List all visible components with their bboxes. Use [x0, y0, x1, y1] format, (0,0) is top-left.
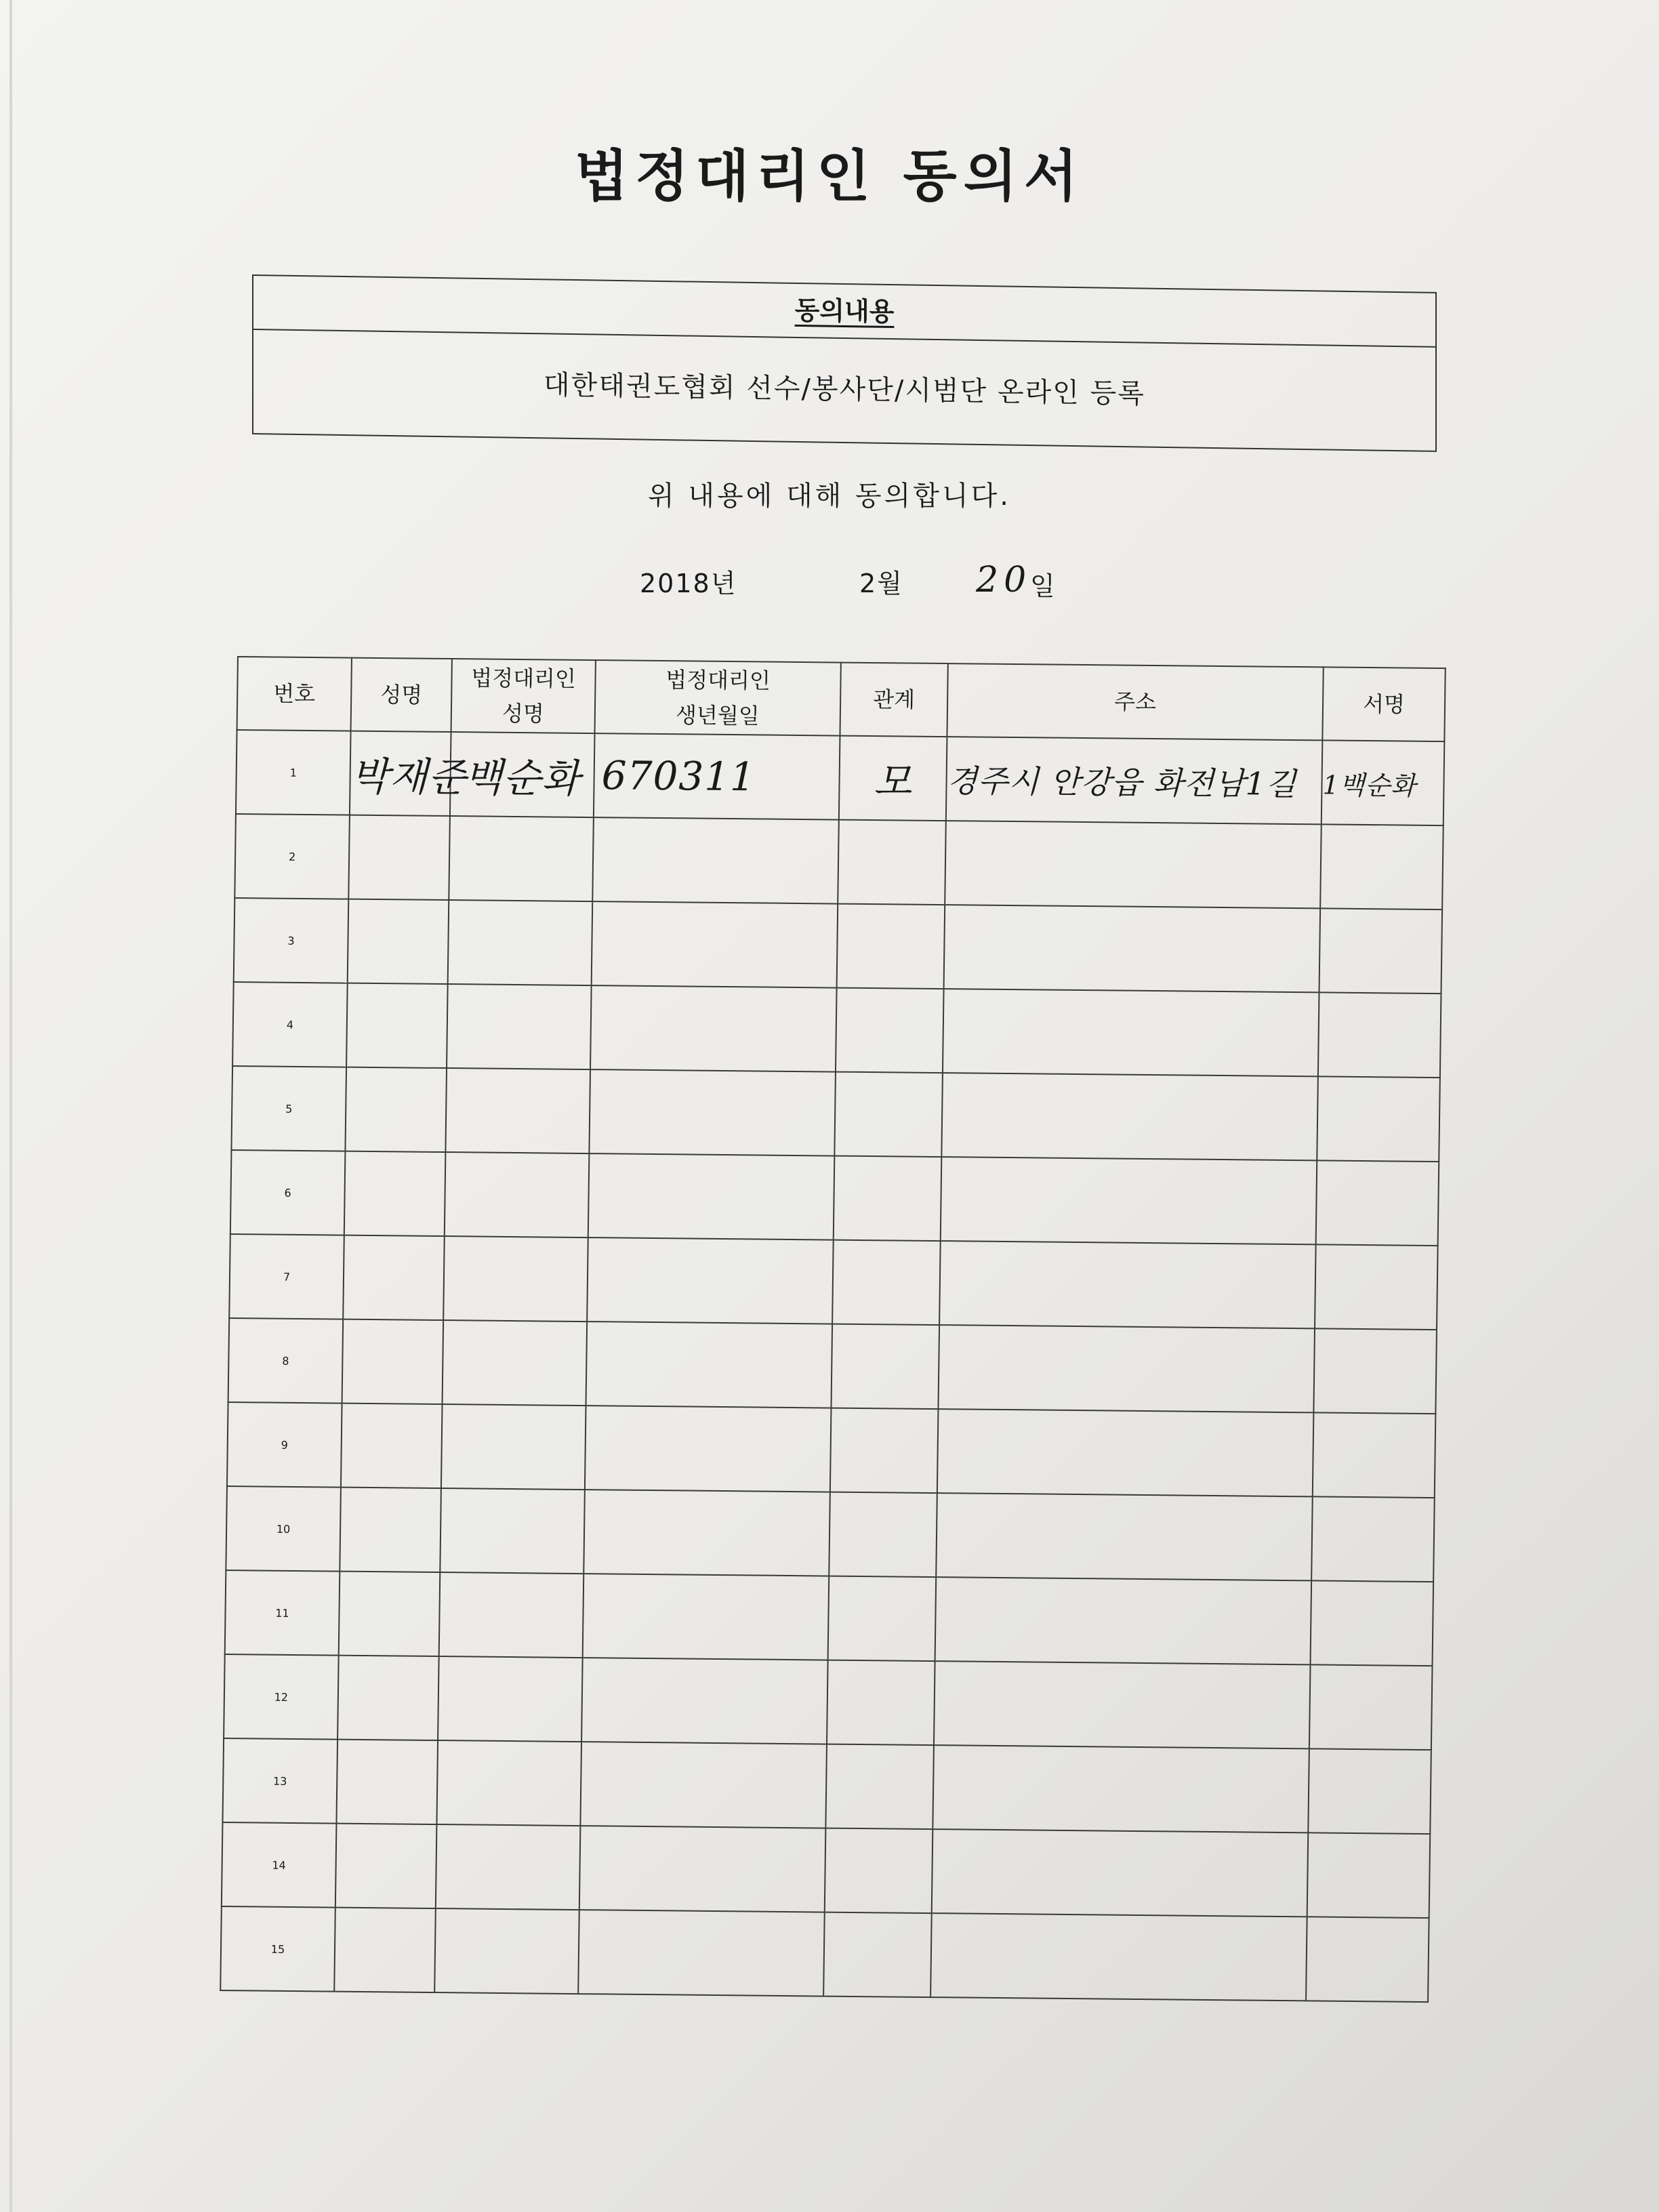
cell-name — [343, 1235, 445, 1320]
header-address: 주소 — [947, 663, 1323, 740]
table-row — [222, 1738, 1431, 1834]
consent-content: 대한태권도협회 선수/봉사단/시범단 온라인 등록 — [544, 369, 1145, 410]
cell-address — [936, 1493, 1313, 1580]
cell-relation — [832, 1240, 941, 1326]
cell-signature — [1306, 1917, 1429, 2002]
cell-number — [222, 1738, 337, 1824]
cell-address — [935, 1577, 1312, 1664]
cell-relation — [838, 820, 946, 905]
cell-guardian-birth — [583, 1574, 830, 1660]
header-guardian-birth: 법정대리인 생년월일 — [595, 660, 841, 735]
cell-name — [350, 731, 468, 816]
cell-guardian-birth — [592, 817, 839, 903]
cell-name — [346, 983, 448, 1068]
table-row — [232, 982, 1441, 1078]
cell-address — [937, 1409, 1314, 1496]
cell-guardian-birth — [581, 1658, 828, 1744]
cell-guardian-birth — [589, 1069, 836, 1155]
cell-relation — [825, 1828, 933, 1914]
cell-guardian-name-text: 백순화 — [464, 754, 581, 802]
table-row — [229, 1234, 1437, 1330]
date-day-handwritten: 20 — [976, 560, 1032, 600]
header-name: 성명 — [351, 658, 452, 732]
cell-number-text: 14 — [272, 1858, 286, 1872]
cell-guardian-birth — [578, 1910, 825, 1996]
header-number: 번호 — [237, 657, 352, 731]
cell-guardian-name — [445, 1068, 590, 1153]
cell-address — [932, 1829, 1309, 1917]
cell-relation — [839, 736, 947, 821]
cell-number-text: 11 — [275, 1606, 289, 1620]
cell-number-text: 8 — [282, 1354, 289, 1368]
table-row — [222, 1822, 1430, 1918]
cell-name — [337, 1656, 439, 1740]
cell-address — [941, 1157, 1317, 1244]
cell-name — [340, 1488, 441, 1572]
cell-name-text: 박재준 — [350, 753, 468, 801]
cell-number — [226, 1486, 341, 1572]
header-signature: 서명 — [1322, 667, 1445, 741]
cell-address — [930, 1913, 1307, 2001]
cell-name — [335, 1824, 437, 1908]
cell-relation — [834, 1156, 942, 1242]
cell-signature — [1307, 1832, 1431, 1918]
registration-table — [220, 656, 1446, 2003]
cell-address — [945, 821, 1322, 908]
cell-number-text: 3 — [287, 934, 295, 947]
cell-signature — [1315, 1244, 1438, 1330]
cell-name — [345, 1067, 447, 1152]
header-guardian-name: 법정대리인 성명 — [451, 659, 596, 733]
cell-signature — [1322, 740, 1445, 825]
cell-relation-text: 모 — [873, 758, 913, 805]
cell-signature — [1309, 1664, 1433, 1750]
cell-guardian-birth-text: 670311 — [601, 752, 756, 800]
cell-guardian-birth — [585, 1406, 832, 1492]
cell-guardian-name — [434, 1908, 579, 1994]
cell-number — [234, 898, 349, 983]
cell-number — [227, 1402, 342, 1488]
table-row — [236, 730, 1444, 825]
cell-guardian-name — [447, 984, 592, 1069]
cell-address — [943, 989, 1319, 1076]
cell-relation — [836, 988, 944, 1073]
cell-address — [946, 737, 1323, 824]
cell-guardian-name — [441, 1404, 586, 1490]
cell-address — [933, 1745, 1309, 1832]
cell-address — [938, 1325, 1315, 1412]
cell-guardian-birth — [586, 1322, 833, 1408]
date-year: 2018년 — [640, 569, 737, 598]
cell-name — [341, 1404, 443, 1488]
cell-relation — [825, 1744, 934, 1830]
table-row — [234, 814, 1443, 909]
cell-signature — [1313, 1328, 1437, 1414]
cell-guardian-birth — [580, 1742, 827, 1828]
cell-signature — [1320, 824, 1443, 909]
table-row — [230, 1150, 1439, 1246]
cell-signature-text: 1백순화 — [1322, 769, 1417, 801]
agreement-statement: 위 내용에 대해 동의합니다. — [648, 480, 1011, 512]
consent-header: 동의내용 — [253, 276, 1435, 348]
cell-guardian-name — [438, 1656, 583, 1742]
cell-name — [336, 1740, 438, 1824]
cell-signature — [1311, 1496, 1435, 1582]
date-month: 2월 — [859, 569, 903, 598]
cell-number-text: 9 — [281, 1438, 288, 1452]
table-row — [224, 1654, 1432, 1750]
date-day-unit: 일 — [1030, 571, 1057, 601]
cell-number — [228, 1318, 344, 1404]
cell-address — [939, 1241, 1316, 1328]
document-title: 법정대리인 동의서 — [574, 144, 1085, 209]
cell-guardian-birth — [594, 733, 840, 819]
cell-address — [944, 905, 1321, 992]
cell-number — [220, 1906, 335, 1992]
table-row — [234, 898, 1442, 994]
cell-relation — [829, 1492, 937, 1578]
cell-guardian-name — [449, 816, 594, 901]
cell-number-text: 10 — [276, 1522, 291, 1536]
cell-signature — [1308, 1748, 1431, 1834]
cell-guardian-birth — [579, 1826, 826, 1912]
cell-signature — [1318, 992, 1441, 1078]
paper-edge — [9, 0, 12, 2212]
cell-signature — [1317, 1076, 1440, 1162]
cell-number-text: 4 — [286, 1018, 294, 1031]
cell-guardian-name — [436, 1824, 581, 1910]
cell-number — [232, 982, 348, 1067]
header-relation: 관계 — [840, 663, 947, 737]
consent-box — [252, 274, 1437, 452]
table-row — [225, 1570, 1433, 1666]
cell-address — [941, 1073, 1318, 1160]
cell-signature — [1311, 1580, 1434, 1666]
cell-address — [934, 1661, 1311, 1748]
cell-guardian-birth — [590, 985, 837, 1071]
table-row — [220, 1906, 1429, 2002]
cell-relation — [834, 1072, 943, 1158]
cell-guardian-name — [439, 1572, 584, 1658]
cell-number — [234, 814, 350, 899]
cell-signature — [1319, 908, 1443, 994]
cell-number-text: 1 — [289, 766, 297, 779]
cell-relation — [837, 904, 945, 989]
table-row — [231, 1066, 1439, 1162]
cell-signature — [1316, 1160, 1439, 1246]
cell-name — [334, 1908, 436, 1992]
cell-guardian-name — [443, 1236, 588, 1322]
cell-guardian-name — [436, 1740, 581, 1826]
cell-guardian-name — [448, 900, 593, 985]
cell-relation — [823, 1912, 932, 1998]
cell-guardian-name — [445, 1152, 590, 1237]
cell-guardian-name — [443, 1320, 588, 1406]
cell-guardian-birth — [583, 1490, 830, 1576]
cell-signature — [1313, 1412, 1436, 1498]
cell-guardian-name — [440, 1488, 585, 1574]
cell-number — [229, 1234, 344, 1319]
cell-number — [225, 1570, 340, 1656]
table-row — [227, 1402, 1435, 1498]
cell-number-text: 7 — [283, 1270, 291, 1284]
cell-number — [222, 1822, 337, 1908]
table-row — [226, 1486, 1434, 1582]
cell-name — [348, 899, 449, 984]
table-header-row — [237, 657, 1446, 741]
cell-guardian-birth — [588, 1153, 835, 1240]
cell-number-text: 15 — [270, 1942, 285, 1956]
cell-guardian-birth — [587, 1237, 834, 1324]
cell-name — [344, 1151, 446, 1236]
table-row — [228, 1318, 1437, 1414]
cell-number — [236, 730, 351, 815]
cell-number — [231, 1066, 346, 1151]
cell-relation — [828, 1576, 937, 1662]
cell-number — [224, 1654, 339, 1740]
cell-number-text: 2 — [288, 850, 296, 863]
cell-relation — [831, 1324, 939, 1410]
cell-guardian-birth — [592, 901, 838, 987]
cell-name — [342, 1319, 444, 1404]
cell-relation — [830, 1408, 939, 1494]
cell-name — [348, 815, 450, 900]
cell-number-text: 6 — [284, 1186, 291, 1200]
cell-address-text: 경주시 안강읍 화전남1길 — [947, 762, 1297, 803]
cell-number-text: 13 — [272, 1774, 287, 1788]
cell-guardian-name — [450, 732, 595, 817]
cell-relation — [827, 1660, 935, 1746]
cell-number — [230, 1150, 346, 1235]
cell-name — [339, 1572, 441, 1656]
cell-number-text: 5 — [285, 1102, 293, 1115]
cell-number-text: 12 — [274, 1690, 289, 1704]
